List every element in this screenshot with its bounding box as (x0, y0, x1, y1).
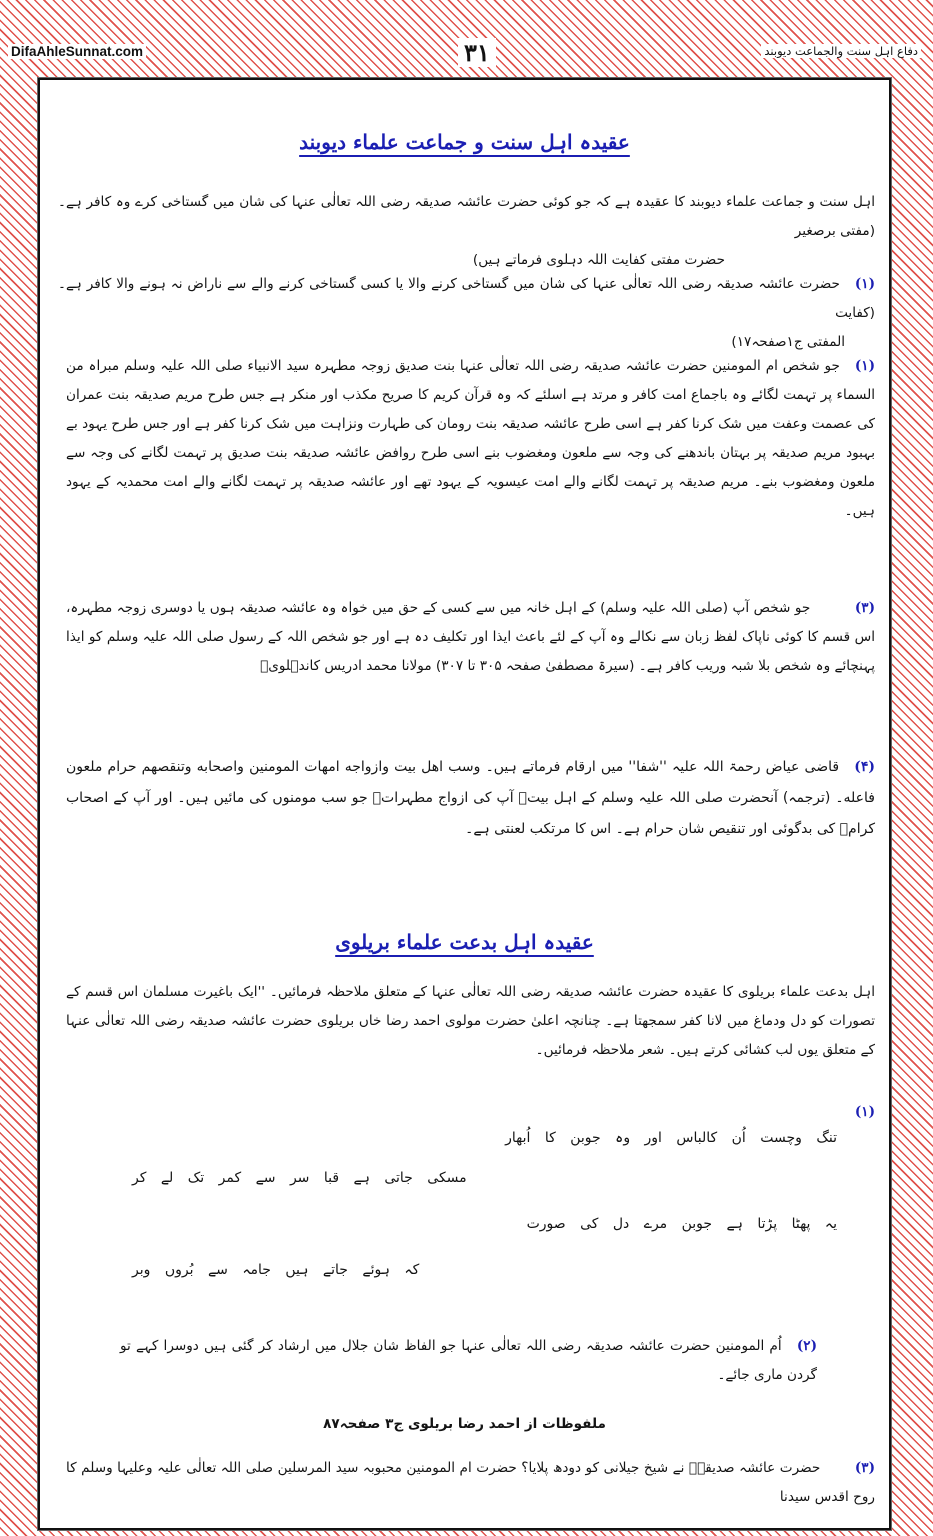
item-number: (۳) (854, 1460, 875, 1476)
intro-cite: حضرت مفتی کفایت اللہ دہلوی فرماتے ہیں) (472, 252, 725, 268)
page-number: ۳۱ (458, 38, 496, 67)
intro-paragraph (58, 188, 875, 275)
item-text: جو شخص آپ (صلی اللہ علیہ وسلم) کے اہل خانہ میں سے کسی کے حق میں خواہ وہ عائشہ صدیقہ ہوں یا دوسری زوجہ مطہرہ، اس قسم کا کوئی ناپاک لفظ زبان سے نکالے وہ آپ کے لئے باعث ایذا اور تکلیف دہ ہے اور جو شخص اللہ کے رسول صلی اللہ علیہ وسلم کو ایذا پہنچائے وہ شخص بلا شبہ وریب کافر ہے۔ (سیرۃ مصطفیٰ صفحہ ۳۰۵ تا ۳۰۷) مولانا محمد ادریس کاندہلویؒ (66, 600, 875, 674)
item-text: حضرت عائشہ صدیقہ رضی اللہ تعالٰی عنہا کی شان میں گستاخی کرنے والا یا کسی گستاخی کرنے والے سے ناراض نہ ہونے والا کافر ہے۔ (کفایت (58, 276, 875, 321)
poem-line: یہ پھٹا پڑتا ہے جوبن مرے دل کی صورت (526, 1216, 837, 1232)
item-text: جو شخص ام المومنین حضرت عائشہ صدیقہ رضی اللہ تعالٰی عنہا بنت صدیق زوجہ مطہرہ سید الانبیاء صلی اللہ علیہ وسلم مبراہ من السماء پر تہمت لگائے وہ باجماع امت کافر و مرتد ہے اسلئے کہ وہ قرآن کریم کا صریح مکذب اور منکر ہے جس طرح مریم صدیقہ بنت عمران کی عصمت وعفت میں شک کرنا کفر ہے اسی طرح عائشہ صدیقہ بنت رومان کی طہارت ونزاہت میں شک کرنا کفر ہے اور جس طرح یہود بے بہبود مریم صدیقہ پر بہتان باندھنے کی وجہ سے ملعون ومغضوب بنے اسی طرح روافض عائشہ صدیقہ بنت صدیق پر تہمت لگانے کی وجہ سے ملعون ومغضوب بنے۔ مریم صدیقہ پر تہمت لگانے والے امت عیسویہ کے یہود تھے اور عائشہ صدیقہ پر تہمت لگانے والے امت محمدیہ کے یہود ہیں۔ (66, 358, 875, 519)
item-text: اُم المومنین حضرت عائشہ صدیقہ رضی اللہ تعالٰی عنہا جو الفاظ شان جلال میں ارشاد کر گئی ہیں دوسرا کہے تو گردن ماری جائے۔ (120, 1338, 817, 1383)
poem-number: (۱) (854, 1104, 875, 1120)
poem-line: کہ ہوئے جاتے ہیں جامہ سے بُروں وبر (132, 1262, 420, 1278)
page-frame (38, 78, 891, 1530)
poem-line: تنگ وچست اُن کالباس اور وہ جوبن کا اُبھار (505, 1130, 837, 1146)
list-item (66, 1454, 875, 1512)
item-number (845, 1098, 875, 1127)
item-number: (۱) (854, 276, 876, 292)
list-item (66, 752, 875, 845)
item-number: (۳) (854, 600, 875, 616)
item-number: (۲) (796, 1338, 817, 1354)
section-heading-deobandi: عقیدہ اہل سنت و جماعت علماء دیوبند (299, 130, 630, 154)
list-item (120, 1332, 817, 1390)
item-number: (۴) (854, 759, 875, 775)
intro-text: اہل سنت و جماعت علماء دیوبند کا عقیدہ ہے کہ جو کوئی حضرت عائشہ صدیقہ رضی اللہ تعالٰی عنہا کی شان میں گستاخی کرے وہ کافر ہے۔ (مفتی برصغیر (58, 194, 875, 239)
site-url: DifaAhleSunnat.com (8, 44, 146, 59)
list-item (66, 352, 875, 526)
poem-line: مسکی جاتی ہے قبا سر سے کمر تک لے کر (132, 1170, 467, 1186)
item-number: (۱) (854, 358, 875, 374)
item-cite: المفتی ج۱صفحہ۱۷) (731, 334, 845, 350)
item-text: قاضی عیاض رحمۃ اللہ علیہ ''شفا'' میں ارقام فرماتے ہیں۔ وسب اهل بيت وازواجه امهات المومنين واصحابه وتنقصهم حرام ملعون فاعله۔ (ترجمہ) آنحضرت صلی اللہ علیہ وسلم کے اہل بیتؓ آپ کی ازواج مطہراتؓ جو سب مومنوں کی مائیں ہیں۔ اور آپ کے اصحاب کرامؓ کی بدگوئی اور تنقیص شان حرام ہے۔ اس کا مرتکب لعنتی ہے۔ (66, 759, 875, 837)
list-item (58, 270, 875, 357)
list-item (66, 594, 875, 681)
section-heading-barelvi: عقیدہ اہل بدعت علماء بریلوی (335, 930, 594, 954)
running-title: دفاع اہل سنت والجماعت دیوبند (761, 44, 921, 58)
item-text: حضرت عائشہ صدیقہؓ نے شیخ جیلانی کو دودھ پلایا؟ حضرت ام المومنین محبوبہ سید المرسلین صلی اللہ تعالٰی علیہ وعلیہا وسلم کا روح اقدس سیدنا (66, 1460, 875, 1505)
barelvi-intro: اہل بدعت علماء بریلوی کا عقیدہ حضرت عائشہ صدیقہ رضی اللہ تعالٰی عنہا کے متعلق ملاحظہ فرمائیں۔ ''ایک باغیرت مسلمان اس قسم کے تصورات کو دل ودماغ میں لانا کفر سمجھتا ہے۔ چنانچہ اعلیٰ حضرت مولوی احمد رضا خاں بریلوی حضرت عائشہ صدیقہ رضی اللہ تعالٰی عنہا کے متعلق یوں لب کشائی کرتے ہیں۔ شعر ملاحظہ فرمائیں۔ (66, 984, 875, 1058)
citation: ملفوظات از احمد رضا بریلوی ج۳ صفحہ۸۷ (323, 1416, 606, 1432)
